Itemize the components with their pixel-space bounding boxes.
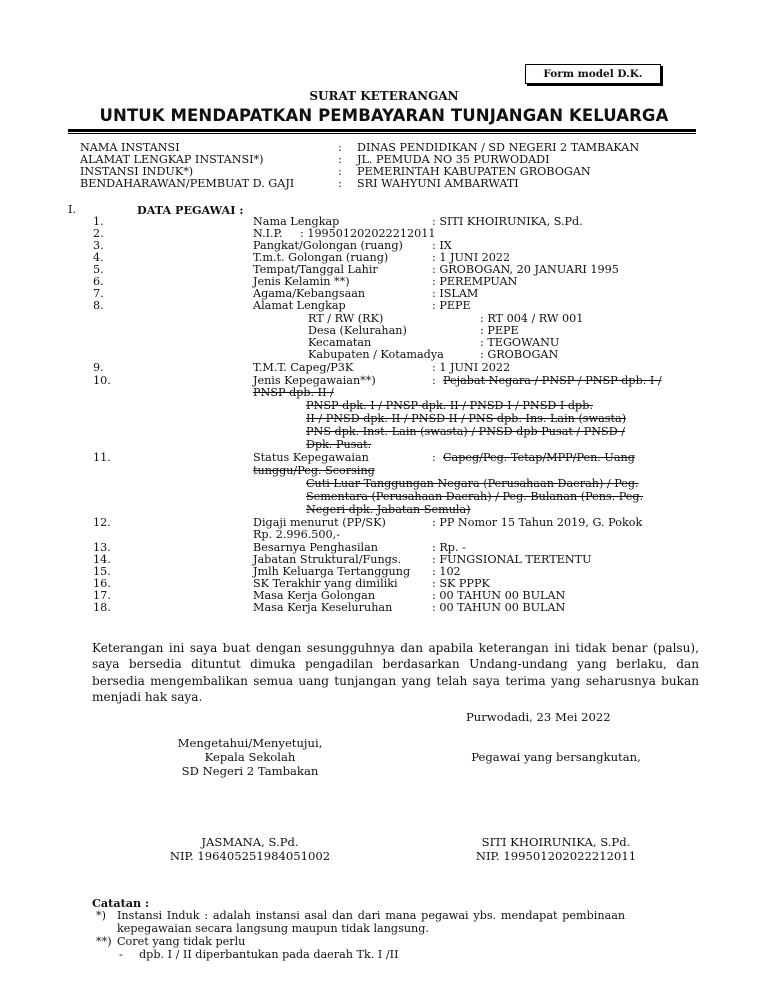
title-rule-thin xyxy=(68,133,696,134)
header-label: BENDAHARAWAN/PEMBUAT D. GAJI xyxy=(80,177,295,190)
place-date: Purwodadi, 23 Mei 2022 xyxy=(466,710,611,724)
note-mark: **) xyxy=(96,935,112,948)
item-label: Jabatan Struktural/Fungs. xyxy=(253,553,402,566)
header-label: NAMA INSTANSI xyxy=(80,141,180,154)
item-number: 14. xyxy=(93,553,111,566)
section-title: DATA PEGAWAI : xyxy=(137,203,244,217)
item-label: Status Kepegawaian xyxy=(253,451,369,464)
item-label: T.M.T. Capeg/P3K xyxy=(253,361,354,374)
employment-type-line: II / PNSD dpk. II / PNSD II / PNS dpb. Ins. Lain (swasta) xyxy=(306,412,627,425)
employee-nip: NIP. 199501202022212011 xyxy=(475,849,637,863)
item-number: 9. xyxy=(93,361,104,374)
header-colon: : xyxy=(338,153,342,166)
title-rule-thick xyxy=(68,129,696,132)
status-line: Negeri dpk. Jabatan Semula) xyxy=(306,503,471,516)
employment-type-line: Pejabat Negara / PNSP / PNSP dpb. I / xyxy=(443,374,662,387)
item-label: T.m.t. Golongan (ruang) xyxy=(253,251,389,264)
item-number: 15. xyxy=(93,565,111,578)
item-value: : 00 TAHUN 00 BULAN xyxy=(432,601,566,614)
employment-type-line: PNSP dpk. I / PNSP dpk. II / PNSD I / PNSD I dpb. xyxy=(306,399,593,412)
item-label: N.I.P. xyxy=(253,227,283,240)
item-value: : SK PPPK xyxy=(432,577,490,590)
address-label: Kecamatan xyxy=(308,336,372,349)
item-value: : 199501202022212011 xyxy=(300,227,436,240)
header-colon: : xyxy=(338,177,342,190)
address-value: : GROBOGAN xyxy=(480,348,559,361)
item-value: : SITI KHOIRUNIKA, S.Pd. xyxy=(432,215,583,228)
item-label: Tempat/Tanggal Lahir xyxy=(253,263,378,276)
item-label: Masa Kerja Keseluruhan xyxy=(253,601,393,614)
item-value: : ISLAM xyxy=(432,287,479,300)
status-line: Sementara (Perusahaan Daerah) / Peg. Bulanan (Pens. Peg. xyxy=(306,490,644,503)
item-colon: : xyxy=(432,374,436,387)
item-colon: : xyxy=(432,451,436,464)
item-number: 1. xyxy=(93,215,104,228)
item-value: : 1 JUNI 2022 xyxy=(432,251,511,264)
item-label: Jmlh Keluarga Tertanggung xyxy=(253,565,411,578)
item-label: Pangkat/Golongan (ruang) xyxy=(253,239,403,252)
item-number: 3. xyxy=(93,239,104,252)
item-number: 13. xyxy=(93,541,111,554)
note-text: kepegawaian secara langsung maupun tidak langsung. xyxy=(117,922,429,935)
approver-line3: SD Negeri 2 Tambakan xyxy=(181,764,319,778)
item-value: : Rp. - xyxy=(432,541,466,554)
header-value: JL. PEMUDA NO 35 PURWODADI xyxy=(357,153,550,166)
note-text: dpb. I / II diperbantukan pada daerah Tk. I /II xyxy=(139,948,399,961)
item-value: : 00 TAHUN 00 BULAN xyxy=(432,589,566,602)
item-value: : FUNGSIONAL TERTENTU xyxy=(432,553,592,566)
item-number: 8. xyxy=(93,299,104,312)
address-label: Desa (Kelurahan) xyxy=(308,324,407,337)
header-label: ALAMAT LENGKAP INSTANSI*) xyxy=(80,153,264,166)
form-model-box: Form model D.K. xyxy=(525,64,661,84)
approver-nip: NIP. 196405251984051002 xyxy=(169,849,331,863)
status-line: Capeg/Peg. Tetap/MPP/Pen. Uang xyxy=(443,451,635,464)
header-value: DINAS PENDIDIKAN / SD NEGERI 2 TAMBAKAN xyxy=(357,141,640,154)
header-value: PEMERINTAH KABUPATEN GROBOGAN xyxy=(357,165,591,178)
item-number: 17. xyxy=(93,589,111,602)
note-text: Instansi Induk : adalah instansi asal dan dari mana pegawai ybs. mendapat pembinaan xyxy=(117,909,626,922)
item-number: 11. xyxy=(93,451,111,464)
address-value: : TEGOWANU xyxy=(480,336,560,349)
item-number: 6. xyxy=(93,275,104,288)
item-number: 12. xyxy=(93,516,111,529)
item-label: Agama/Kebangsaan xyxy=(253,287,366,300)
address-value: : RT 004 / RW 001 xyxy=(480,312,584,325)
item-value: : IX xyxy=(432,239,452,252)
approver-line1: Mengetahui/Menyetujui, xyxy=(177,736,323,750)
item-number: 18. xyxy=(93,601,111,614)
document-subtitle: UNTUK MENDAPATKAN PEMBAYARAN TUNJANGAN KELUARGA xyxy=(99,106,669,125)
item-label: Nama Lengkap xyxy=(253,215,340,228)
address-label: RT / RW (RK) xyxy=(308,312,384,325)
notes-title: Catatan : xyxy=(92,896,150,910)
item-label: SK Terakhir yang dimiliki xyxy=(253,577,398,590)
item-label: Digaji menurut (PP/SK) xyxy=(253,516,386,529)
item-value-cont: Rp. 2.996.500,- xyxy=(253,528,340,541)
item-number: 7. xyxy=(93,287,104,300)
item-label: Besarnya Penghasilan xyxy=(253,541,379,554)
approver-line2: Kepala Sekolah xyxy=(204,750,296,764)
item-value: : 102 xyxy=(432,565,461,578)
header-value: SRI WAHYUNI AMBARWATI xyxy=(357,177,519,190)
header-colon: : xyxy=(338,165,342,178)
item-number: 10. xyxy=(93,374,111,387)
document-title: SURAT KETERANGAN xyxy=(309,89,459,103)
item-value: : 1 JUNI 2022 xyxy=(432,361,511,374)
address-label: Kabupaten / Kotamadya xyxy=(308,348,444,361)
item-value: : PP Nomor 15 Tahun 2019, G. Pokok xyxy=(432,516,643,529)
note-text: Coret yang tidak perlu xyxy=(117,935,246,948)
item-value: : GROBOGAN, 20 JANUARI 1995 xyxy=(432,263,619,276)
section-number: I. xyxy=(68,203,76,216)
statement-paragraph: Keterangan ini saya buat dengan sesungguhnya dan apabila keterangan ini tidak benar (palsu), saya bersedia dituntut dimuka pengadilan berdasarkan Undang-undang yang berlaku, dan bersedia mengembalikan semua uang tunjangan yang telah saya terima yang seharusnya bukan menjadi hak saya. xyxy=(92,641,699,705)
employee-name: SITI KHOIRUNIKA, S.Pd. xyxy=(481,835,631,849)
status-line: Cuti Luar Tanggungan Negara (Perusahaan Daerah) / Peg. xyxy=(306,477,639,490)
item-number: 2. xyxy=(93,227,104,240)
note-mark: *) xyxy=(96,909,106,922)
approver-name: JASMANA, S.Pd. xyxy=(201,835,299,849)
item-label: Jenis Kepegawaian**) xyxy=(253,374,376,387)
status-line: tunggu/Peg. Scorsing xyxy=(253,464,375,477)
item-value: : PEPE xyxy=(432,299,471,312)
item-label: Masa Kerja Golongan xyxy=(253,589,376,602)
item-number: 5. xyxy=(93,263,104,276)
item-label: Jenis Kelamin **) xyxy=(253,275,350,288)
item-label: Alamat Lengkap xyxy=(253,299,346,312)
header-label: INSTANSI INDUK*) xyxy=(80,165,194,178)
note-mark: - xyxy=(119,948,123,961)
header-colon: : xyxy=(338,141,342,154)
item-number: 16. xyxy=(93,577,111,590)
employee-sign-line: Pegawai yang bersangkutan, xyxy=(471,750,641,764)
employment-type-line: PNSP dpb. II / xyxy=(253,386,334,399)
item-value: : PEREMPUAN xyxy=(432,275,518,288)
employment-type-line: PNS dpk. Inst. Lain (swasta) / PNSD dpb Pusat / PNSD / xyxy=(306,425,626,438)
employment-type-line: Dpk. Pusat. xyxy=(306,438,372,451)
address-value: : PEPE xyxy=(480,324,519,337)
item-number: 4. xyxy=(93,251,104,264)
